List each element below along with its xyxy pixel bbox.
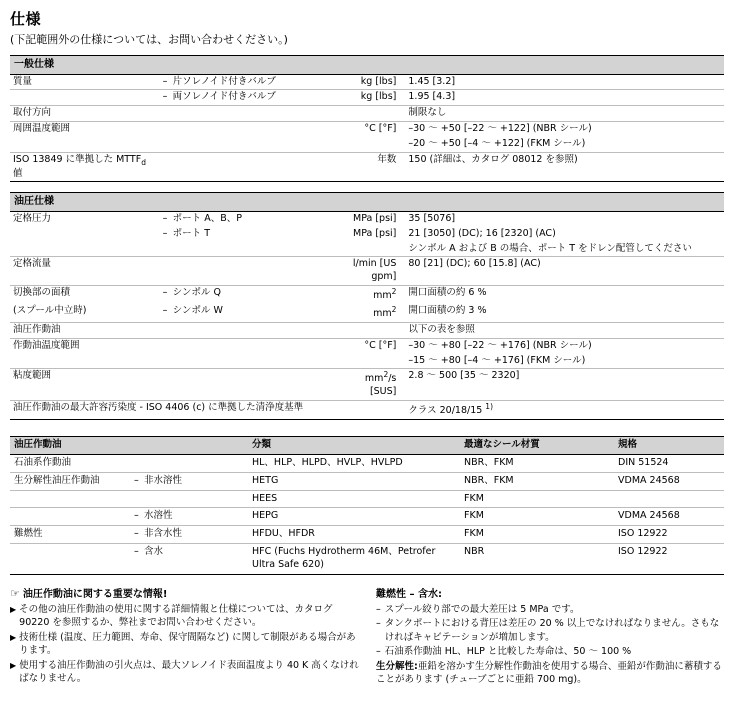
superscript-2: 2 [391,286,397,296]
row-value: 21 [3050] (DC); 16 [2320] (AC) [408,227,556,239]
cell-seal: NBR、FKM [460,472,614,490]
table-row [10,90,724,106]
triangle-bullet-icon: ▶ [10,604,17,614]
dash-marker: – [162,91,168,103]
column-header-fluid: 油圧作動油 [10,437,130,455]
row-label: 定格流量 [10,257,160,286]
row-sub [160,257,340,286]
cell-subtype: – 含水 [130,543,248,574]
cell-standard: ISO 12922 [614,526,724,544]
section-header-hydraulic [10,193,724,212]
row-label [10,227,160,242]
cell-subtype [130,454,248,472]
dash-marker: – [162,75,168,87]
cell-classification: HEES [248,490,460,508]
row-label [10,354,160,369]
table-row [10,304,724,322]
row-sub [160,137,340,152]
row-value: –20 ～ +50 [–4 ～ +122] (FKM シール) [402,137,724,152]
cell-fluid [10,490,130,508]
biodegradable-label: 生分解性: [376,660,418,672]
dash-marker: – [162,304,168,316]
row-value: 150 (詳細は、カタログ 08012 を参照) [402,152,724,182]
row-sub [160,242,340,257]
cell-fluid [10,508,130,526]
row-sub: – ポート A、B、P [162,212,242,224]
row-unit [340,242,403,257]
table-row [10,211,724,226]
triangle-bullet-icon: ▶ [10,632,17,642]
dash-marker: – [134,510,139,522]
table-row [10,137,724,152]
row-label: ISO 13849 に準拠した $MTTF_d$ 値 [10,152,160,182]
list-item: – 石油系作動油 HL、HLP と比較した寿命は、50 ～ 100 % [376,646,632,658]
cell-classification: HEPG [248,508,460,526]
table-row [10,338,724,353]
row-unit: $mm^2$ [373,286,397,302]
table-row [10,354,724,369]
table-row [10,227,724,242]
row-label: 粘度範囲 [10,369,160,401]
row-unit [340,137,403,152]
cell-seal: NBR、FKM [460,454,614,472]
row-sub [160,152,340,182]
cell-standard: VDMA 24568 [614,472,724,490]
table-row [10,543,724,574]
section-header-general [10,56,724,75]
list-item: ▶ 使用する油圧作動油の引火点は、最大ソレノイド表面温度より 40 K 高くなければなりません。 [10,659,359,684]
row-value: クラス 20/18/15 $^{1)}$ [402,401,724,420]
table-row [10,74,724,90]
table-row [10,152,724,182]
row-value: 以下の表を参照 [402,322,724,338]
row-value: 開口面積の約 6 % [408,286,487,298]
dash-bullet-icon: – [376,603,381,615]
table-row [10,285,724,303]
hydraulic-spec-table [10,192,724,420]
row-value: 制限なし [402,106,724,122]
dash-marker: – [162,227,168,239]
row-unit: °C [°F] [364,339,397,351]
row-unit: kg [lbs] [340,74,403,90]
footnote-marker: 1) [485,402,493,412]
cell-seal: FKM [460,526,614,544]
row-label [10,242,160,257]
row-value: 80 [21] (DC); 60 [15.8] (AC) [402,257,724,286]
cell-seal: NBR [460,543,614,574]
row-value: –15 ～ +80 [–4 ～ +176] (FKM シール) [402,354,724,369]
dash-marker: – [162,286,168,298]
dash-marker: – [162,212,168,224]
list-item: – スプール絞り部での最大差圧は 5 MPa です。 [376,603,580,615]
cell-standard: ISO 12922 [614,543,724,574]
column-header-classification: 分類 [248,437,460,455]
triangle-bullet-icon: ▶ [10,660,17,670]
cell-classification: HL、HLP、HLPD、HVLP、HVLPD [248,454,460,472]
row-unit: MPa [psi] [353,212,397,224]
row-label: 油圧作動油 [10,322,160,338]
row-unit: kg [lbs] [340,90,403,106]
row-value: 2.8 ～ 500 [35 ～ 2320] [402,369,724,401]
dash-marker: – [134,545,139,557]
column-header-seal-material: 最適なシール材質 [460,437,614,455]
row-label: 作動油温度範囲 [13,339,80,351]
row-label: 定格圧力 [13,212,52,224]
cell-subtype: – 非含水性 [130,526,248,544]
row-sub: – シンボル W [160,304,340,322]
row-sub [160,121,340,136]
column-header-blank [130,437,248,455]
table-row [10,526,724,544]
row-unit: 年数 [340,152,403,182]
list-item-biodegradable: 生分解性:亜鉛を溶かす生分解性作動油を使用する場合、亜鉛が作動油に蓄積することがあります (チューブごとに亜鉛 700 mg)。 [376,660,722,685]
general-spec-table [10,55,724,182]
table-row [10,322,724,338]
section-title: 油圧仕様 [10,193,724,212]
row-sub: – ポート T [162,227,210,239]
row-value: –30 ～ +50 [–22 ～ +122] (NBR シール) [408,122,592,134]
table-row [10,121,724,136]
row-unit: $mm^2$ [340,304,403,322]
cell-standard [614,490,724,508]
row-unit: $mm^2/s$ [SUS] [340,369,403,401]
table-row [10,508,724,526]
row-value: 開口面積の約 3 % [402,304,724,322]
cell-fluid: 石油系作動油 [10,454,130,472]
notes-left-column [10,585,362,688]
cell-subtype: – 水溶性 [130,508,248,526]
cell-subtype: – 非水溶性 [130,472,248,490]
cell-fluid: 難燃性 [10,526,130,544]
cell-classification: HFDU、HFDR [248,526,460,544]
row-sub: – シンボル Q [162,286,221,298]
table-row [10,490,724,508]
row-unit: MPa [psi] [353,227,397,239]
table-row [10,242,724,257]
notes-right-column [376,585,724,688]
row-unit [340,106,403,122]
superscript-2: 2 [391,304,397,314]
pointing-hand-icon: ☞ [10,586,20,600]
row-label: 油圧作動油の最大許容汚染度 - ISO 4406 (c) に準拠した清浄度基準 [10,401,402,420]
page-title: 仕様 [10,10,42,28]
row-label: 質量 [10,74,160,90]
dash-bullet-icon: – [376,618,381,630]
row-unit: °C [°F] [364,122,397,134]
row-label: 周囲温度範囲 [13,122,71,134]
row-sub [160,322,340,338]
cell-seal: FKM [460,508,614,526]
table-row [10,401,724,420]
row-value: –30 ～ +80 [–22 ～ +176] (NBR シール) [408,339,592,351]
notes-area [10,585,724,688]
section-title: 一般仕様 [10,56,724,75]
row-value: 35 [5076] [408,212,456,224]
cell-standard: DIN 51524 [614,454,724,472]
notes-right-heading: 難燃性 – 含水: [376,588,442,600]
table-header-row [10,437,724,455]
row-sub: – 両ソレノイド付きバルブ [160,90,340,106]
table-row [10,369,724,401]
row-unit [340,354,403,369]
row-sub [160,338,340,353]
subscript-d: d [141,157,146,167]
cell-fluid [10,543,130,574]
notes-left-heading: ☞ 油圧作動油に関する重要な情報! [10,586,168,600]
row-value: シンボル A および B の場合、ポート T をドレン配管してください [402,242,724,257]
cell-subtype [130,490,248,508]
cell-fluid: 生分解性油圧作動油 [10,472,130,490]
cell-classification: HETG [248,472,460,490]
table-row [10,454,724,472]
row-label [10,90,160,106]
list-item: ▶ 技術仕様 (温度、圧力範囲、寿命、保守間隔など) に関して制限がある場合があります。 [10,631,356,657]
row-label: (スプール中立時) [10,304,160,322]
cell-seal: FKM [460,490,614,508]
row-label: 取付方向 [10,106,160,122]
row-value: 1.45 [3.2] [402,74,724,90]
superscript-2: 2 [383,370,389,380]
dash-marker: – [134,528,139,540]
row-unit [340,322,403,338]
list-item: – タンクポートにおける背圧は差圧の 20 % 以上でなければなりません。さもなければキャビテーションが増加します。 [376,618,720,643]
row-sub [160,106,340,122]
row-sub [160,369,340,401]
table-row [10,472,724,490]
list-item: ▶ その他の油圧作動油の使用に関する詳細情報と仕様については、カタログ 90220 を参照するか、弊社までお問い合わせください。 [10,603,333,629]
page-subtitle: (下記範囲外の仕様については、お問い合わせください。) [10,33,288,46]
dash-bullet-icon: – [376,646,381,658]
table-row [10,257,724,286]
row-label [10,137,160,152]
cell-classification: HFC (Fuchs Hydrotherm 46M、Petrofer Ultra Safe 620) [248,543,460,574]
hydraulic-fluid-table [10,436,724,575]
cell-standard: VDMA 24568 [614,508,724,526]
row-sub: – 片ソレノイド付きバルブ [160,74,340,90]
dash-marker: – [134,474,139,486]
table-row [10,106,724,122]
column-header-standard: 規格 [614,437,724,455]
row-sub [160,354,340,369]
row-label: 切換部の面積 [13,286,71,298]
row-value: 1.95 [4.3] [402,90,724,106]
row-unit: l/min [US gpm] [340,257,403,286]
